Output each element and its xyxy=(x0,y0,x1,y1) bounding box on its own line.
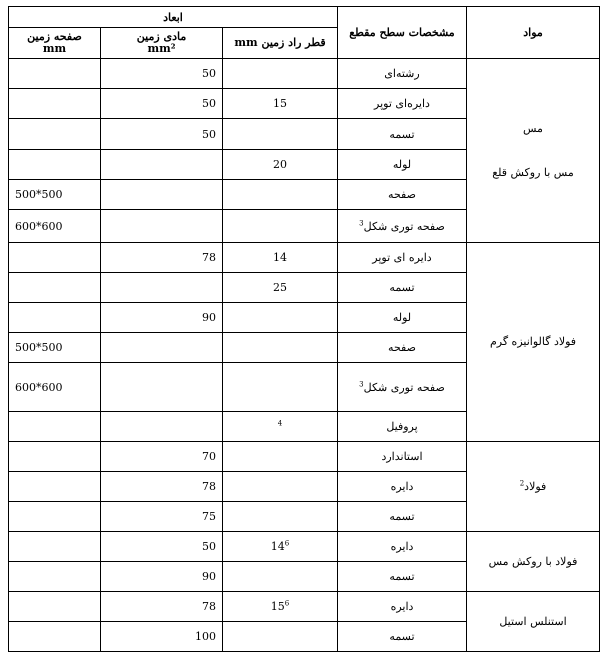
table-body xyxy=(9,7,600,652)
cross-section-cell xyxy=(338,303,467,333)
earth-wire-area-cell xyxy=(101,412,223,442)
earth-plate-size-cell xyxy=(9,562,101,592)
earth-wire-area-value: 50 xyxy=(202,540,216,553)
electrode-diameter-cell xyxy=(223,502,338,532)
material-name: مس xyxy=(523,121,543,135)
earth-plate-size-cell xyxy=(9,333,101,363)
earth-wire-area-cell xyxy=(101,333,223,363)
diameter-footnote: 6 xyxy=(284,599,290,608)
electrode-diameter-cell xyxy=(223,243,338,273)
earth-plate-size-cell xyxy=(9,363,101,412)
cross-section-cell xyxy=(338,622,467,652)
electrode-diameter-cell xyxy=(223,592,338,622)
material-cell xyxy=(467,532,600,592)
earth-wire-area-value: 78 xyxy=(202,251,216,264)
earth-wire-area-cell xyxy=(101,59,223,89)
earth-plate-size-cell xyxy=(9,89,101,119)
earth-plate-size-cell xyxy=(9,592,101,622)
electrode-diameter-cell xyxy=(223,89,338,119)
table-row xyxy=(9,59,600,89)
electrode-diameter-cell xyxy=(223,150,338,180)
earth-wire-area-value: 90 xyxy=(202,311,216,324)
header-row-1 xyxy=(9,7,600,28)
cross-section-label: دایره xyxy=(390,480,414,493)
earth-wire-area-cell xyxy=(101,210,223,243)
electrode-diameter-value: 20 xyxy=(273,158,287,171)
earth-wire-area-cell xyxy=(101,273,223,303)
earth-plate-size-cell xyxy=(9,303,101,333)
electrode-diameter-value: $14^6$ xyxy=(270,539,290,553)
electrode-diameter-value: 25 xyxy=(273,281,287,294)
header-earth-wire-label: مادی زمین xyxy=(136,30,187,43)
electrode-diameter-value: 15 xyxy=(273,97,287,110)
cross-section-label: صفحه xyxy=(388,341,416,354)
electrode-diameter-cell xyxy=(223,59,338,89)
header-earth-plate-unit: mm xyxy=(42,42,67,55)
earth-wire-area-cell xyxy=(101,243,223,273)
earth-wire-area-value: 75 xyxy=(202,510,216,523)
header-materials: مواد xyxy=(467,7,600,59)
electrode-diameter-value xyxy=(278,420,282,433)
cross-section-label: تسمه xyxy=(389,127,415,141)
cross-section-label: صفحه توری شکل xyxy=(363,219,445,233)
material-cell xyxy=(467,243,600,442)
earth-plate-size-value: 600*600 xyxy=(15,380,63,394)
diameter-footnote: 6 xyxy=(284,539,290,548)
table-row xyxy=(9,442,600,472)
cross-section-footnote: 3 xyxy=(359,379,364,388)
electrode-diameter-cell xyxy=(223,412,338,442)
cross-section-label: دایره‌ای توپر xyxy=(374,97,430,110)
cross-section-cell xyxy=(338,363,467,412)
electrode-diameter-cell xyxy=(223,333,338,363)
earth-wire-area-cell xyxy=(101,119,223,150)
cross-section-cell xyxy=(338,243,467,273)
earth-wire-area-value: 50 xyxy=(202,127,216,141)
electrode-diameter-cell xyxy=(223,622,338,652)
cross-section-label: دایره ای توپر xyxy=(372,251,432,264)
cross-section-cell xyxy=(338,592,467,622)
electrode-diameter-cell xyxy=(223,472,338,502)
cross-section-label: صفحه xyxy=(388,188,416,201)
cross-section-label: صفحه توری شکل xyxy=(363,380,445,394)
cross-section-cell xyxy=(338,333,467,363)
cross-section-label: تسمه xyxy=(389,510,415,523)
electrode-diameter-cell xyxy=(223,532,338,562)
cross-section-cell xyxy=(338,273,467,303)
earth-plate-size-cell xyxy=(9,119,101,150)
earth-plate-size-cell xyxy=(9,622,101,652)
cross-section-cell xyxy=(338,442,467,472)
earth-plate-size-cell xyxy=(9,472,101,502)
earth-plate-size-cell xyxy=(9,210,101,243)
earth-wire-area-cell xyxy=(101,472,223,502)
cross-section-label: تسمه xyxy=(389,281,415,294)
electrode-diameter-value: $15^6$ xyxy=(270,599,290,613)
electrode-diameter-cell xyxy=(223,442,338,472)
material-name: فولاد گالوانیزه گرم xyxy=(489,335,577,348)
electrode-diameter-cell xyxy=(223,303,338,333)
cross-section-cell xyxy=(338,210,467,243)
earth-plate-size-cell xyxy=(9,150,101,180)
material-cell xyxy=(467,59,600,243)
material-footnote: 2 xyxy=(519,478,525,487)
earth-wire-area-value: 90 xyxy=(202,570,216,583)
header-earth-wire xyxy=(101,28,223,59)
earth-plate-size-cell xyxy=(9,532,101,562)
material-cell xyxy=(467,442,600,532)
cross-section-cell xyxy=(338,89,467,119)
diameter-footnote: 4 xyxy=(277,419,283,428)
cross-section-label: لوله xyxy=(392,158,412,171)
earth-wire-area-cell xyxy=(101,363,223,412)
earthing-materials-table xyxy=(8,6,600,652)
earth-plate-size-cell xyxy=(9,59,101,89)
header-dimensions: ابعاد xyxy=(9,7,338,28)
table-row xyxy=(9,592,600,622)
cross-section-footnote: 3 xyxy=(359,218,364,227)
earth-plate-size-value: 500*500 xyxy=(15,188,63,201)
earth-plate-size-cell xyxy=(9,243,101,273)
earth-wire-area-value: 70 xyxy=(202,450,216,463)
cross-section-label: تسمه xyxy=(389,630,415,643)
earth-wire-area-value: 78 xyxy=(202,600,216,613)
cross-section-cell xyxy=(338,150,467,180)
cross-section-cell xyxy=(338,412,467,442)
earth-plate-size-cell xyxy=(9,180,101,210)
earth-plate-size-cell xyxy=(9,273,101,303)
electrode-diameter-cell xyxy=(223,562,338,592)
cross-section-cell xyxy=(338,59,467,89)
cross-section-cell xyxy=(338,532,467,562)
earth-wire-area-cell xyxy=(101,150,223,180)
cross-section-cell xyxy=(338,502,467,532)
material-name: استنلس استیل xyxy=(499,614,567,628)
electrode-diameter-cell xyxy=(223,210,338,243)
cross-section-label: دایره xyxy=(390,600,414,613)
cross-section-label: لوله xyxy=(392,311,412,324)
electrode-diameter-cell xyxy=(223,119,338,150)
material-name: فولاد$^2$ xyxy=(519,478,547,493)
earth-wire-area-cell xyxy=(101,532,223,562)
cross-section-cell xyxy=(338,562,467,592)
earth-wire-area-cell xyxy=(101,303,223,333)
cross-section-cell xyxy=(338,119,467,150)
cross-section-cell xyxy=(338,472,467,502)
electrode-diameter-cell xyxy=(223,363,338,412)
header-earth-plate-label: صفحه زمین xyxy=(27,30,82,43)
earth-wire-area-cell xyxy=(101,502,223,532)
header-earth-wire-unit: mm² xyxy=(147,42,176,55)
electrode-diameter-cell xyxy=(223,180,338,210)
header-electrode-diameter: قطر راد زمین mm xyxy=(223,28,338,59)
table-row xyxy=(9,532,600,562)
earth-wire-area-value: 50 xyxy=(202,97,216,110)
cross-section-label: دایره xyxy=(390,540,414,553)
earth-wire-area-cell xyxy=(101,442,223,472)
material-cell xyxy=(467,592,600,652)
header-earth-plate xyxy=(9,28,101,59)
header-cross-section: مشخصات سطح مقطع xyxy=(338,7,467,59)
earth-wire-area-cell xyxy=(101,562,223,592)
earth-wire-area-cell xyxy=(101,89,223,119)
earth-wire-area-cell xyxy=(101,622,223,652)
electrode-diameter-cell xyxy=(223,273,338,303)
electrode-diameter-value: 14 xyxy=(273,251,287,264)
earth-plate-size-value: 500*500 xyxy=(15,341,63,354)
material-name: مس با روکش قلع xyxy=(492,165,574,179)
earth-wire-area-cell xyxy=(101,592,223,622)
cross-section-label: تسمه xyxy=(389,570,415,583)
earth-plate-size-cell xyxy=(9,412,101,442)
cross-section-cell xyxy=(338,180,467,210)
earth-plate-size-value: 600*600 xyxy=(15,219,63,233)
earth-plate-size-cell xyxy=(9,502,101,532)
earth-wire-area-cell xyxy=(101,180,223,210)
earth-plate-size-cell xyxy=(9,442,101,472)
cross-section-label: پروفیل xyxy=(386,420,418,433)
earth-wire-area-value: 78 xyxy=(202,480,216,493)
material-name: فولاد با روکش مس xyxy=(488,554,578,568)
earth-wire-area-value: 100 xyxy=(195,630,216,643)
earth-wire-area-value: 50 xyxy=(202,67,216,80)
cross-section-label: رشته‌ای xyxy=(384,67,420,80)
cross-section-label: استاندارد xyxy=(381,450,423,463)
table-row xyxy=(9,243,600,273)
